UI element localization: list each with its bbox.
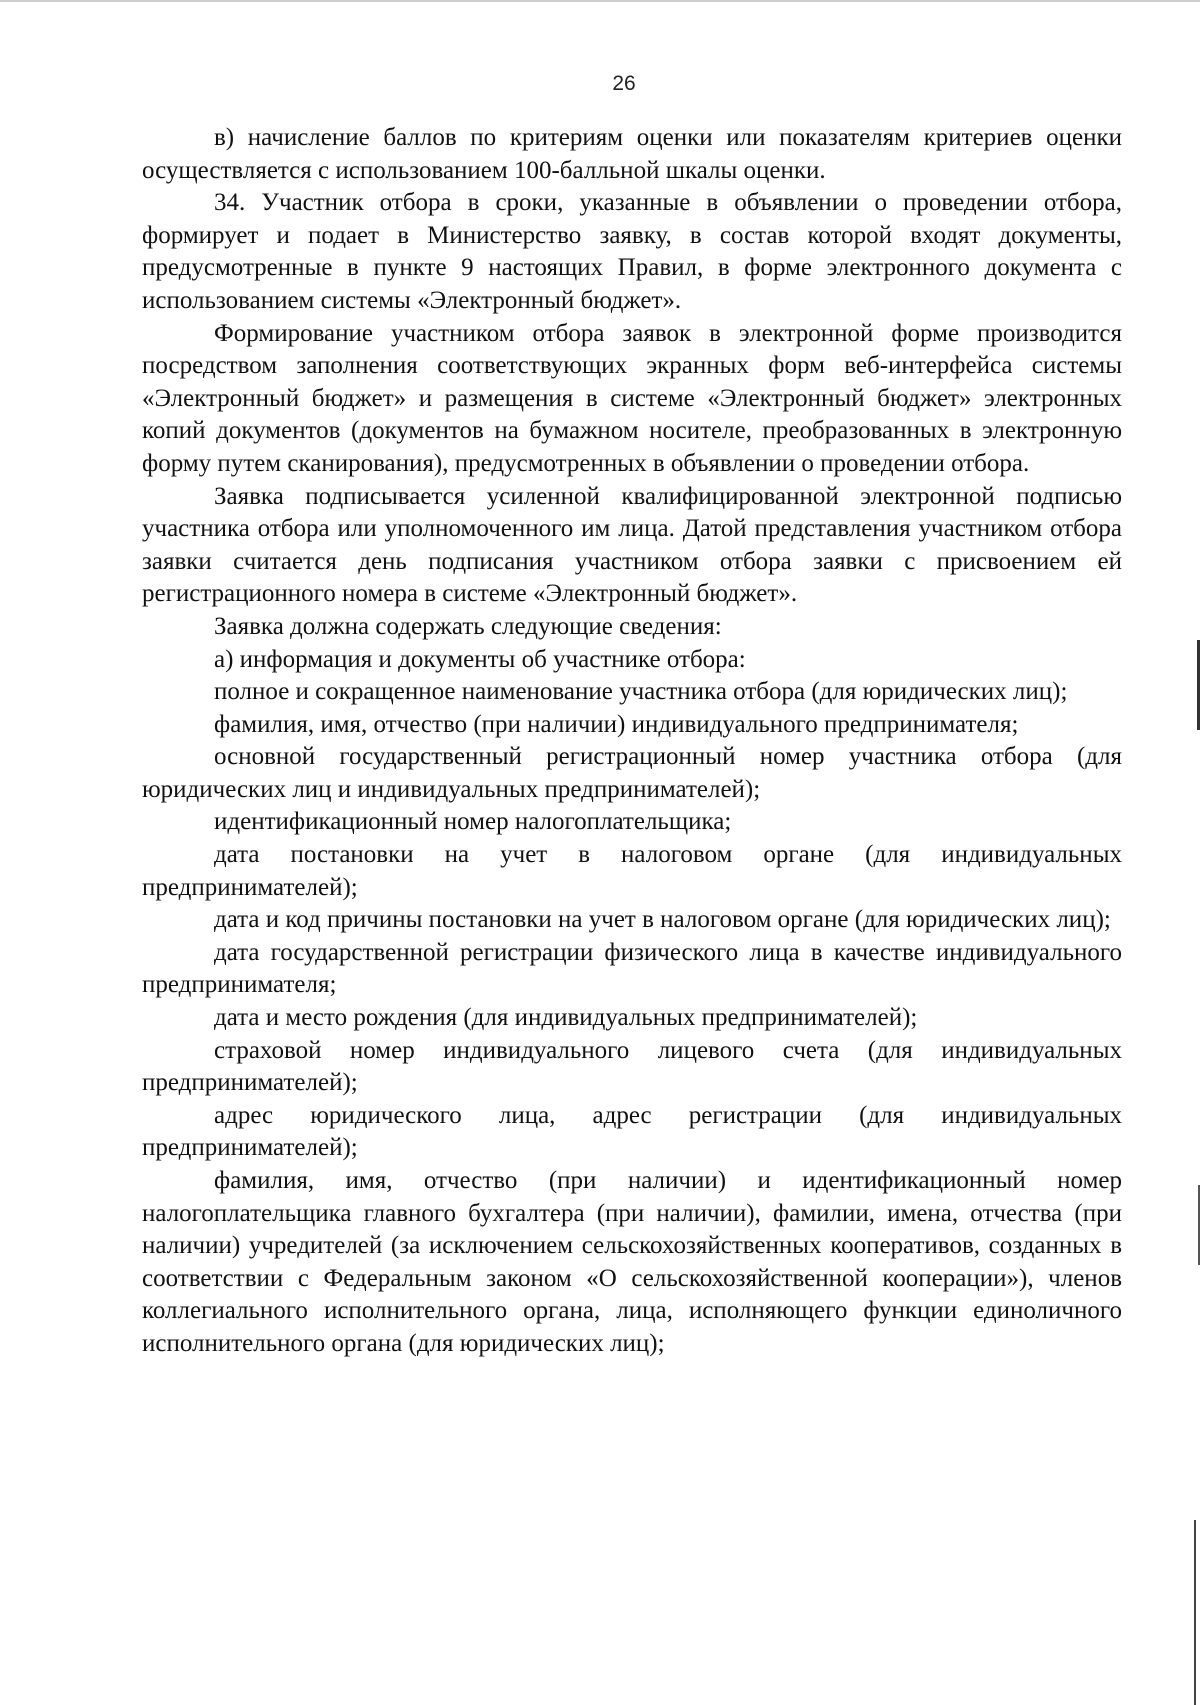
- list-item: полное и сокращенное наименование участника отбора (для юридических лиц);: [214, 678, 1068, 706]
- paragraph-application-signing: Заявка подписывается усиленной квалифицированной электронной подписью участника отбора или уполномоченного им лица. Датой представления участником отбора заявки считается день подписания участником отбора заявки с присвоением ей регистрационного номера в системе «Электронный бюджет».: [142, 482, 1122, 608]
- list-item: дата постановки на учет в налоговом органе (для индивидуальных предпринимателей);: [142, 841, 1122, 901]
- paragraph-application-contents: Заявка должна содержать следующие сведения:: [214, 612, 722, 640]
- list-item: фамилия, имя, отчество (при наличии) индивидуального предпринимателя;: [214, 710, 1019, 738]
- list-item: страховой номер индивидуального лицевого счета (для индивидуальных предпринимателей);: [142, 1036, 1122, 1097]
- list-item: дата государственной регистрации физического лица в качестве индивидуального предпринимателя;: [142, 938, 1122, 999]
- paragraph-application-forming: Формирование участником отбора заявок в электронной форме производится посредством заполнения соответствующих экранных форм веб-интерфейса системы «Электронный бюджет» и размещения в системе «Электронный бюджет» электронных копий документов (документов на бумажном носителе, преобразованных в электронную форму путем сканирования), предусмотренных в объявлении о проведении отбора.: [142, 319, 1122, 477]
- list-item: идентификационный номер налогоплательщика;: [214, 808, 732, 836]
- list-item: дата и код причины постановки на учет в налоговом органе (для юридических лиц);: [214, 906, 1111, 934]
- list-item: адрес юридического лица, адрес регистрации (для индивидуальных предпринимателей);: [142, 1101, 1122, 1162]
- page-number: 26: [612, 72, 636, 95]
- document-body: [142, 122, 1122, 1361]
- paragraph-subitem-a: а) информация и документы об участнике отбора:: [214, 645, 746, 673]
- list-item: дата и место рождения (для индивидуальных предпринимателей);: [214, 1004, 918, 1032]
- scan-edge-mark: [1194, 1520, 1196, 1705]
- paragraph-item-34: 34. Участник отбора в сроки, указанные в объявлении о проведении отбора, формирует и подает в Министерство заявку, в состав которой входят документы, предусмотренные в пункте 9 настоящих Правил, в форме электронного документа с использованием системы «Электронный бюджет».: [142, 189, 1122, 314]
- paragraph-criteria-scale: в) начисление баллов по критериям оценки или показателям критериев оценки осуществляется с использованием 100-балльной шкалы оценки.: [142, 124, 1122, 184]
- scan-top-edge: [0, 0, 1200, 2]
- list-item: фамилия, имя, отчество (при наличии) и идентификационный номер налогоплательщика главного бухгалтера (при наличии), фамилии, имена, отчества (при наличии) учредителей (за исключением сельскохозяйственных кооперативов, созданных в соответствии с Федеральным законом «О сельскохозяйственной кооперации»), членов коллегиального исполнительного органа, лица, исполняющего функции единоличного исполнительного органа (для юридических лиц);: [142, 1167, 1122, 1357]
- list-item: основной государственный регистрационный номер участника отбора (для юридических лиц и индивидуальных предпринимателей);: [142, 743, 1122, 803]
